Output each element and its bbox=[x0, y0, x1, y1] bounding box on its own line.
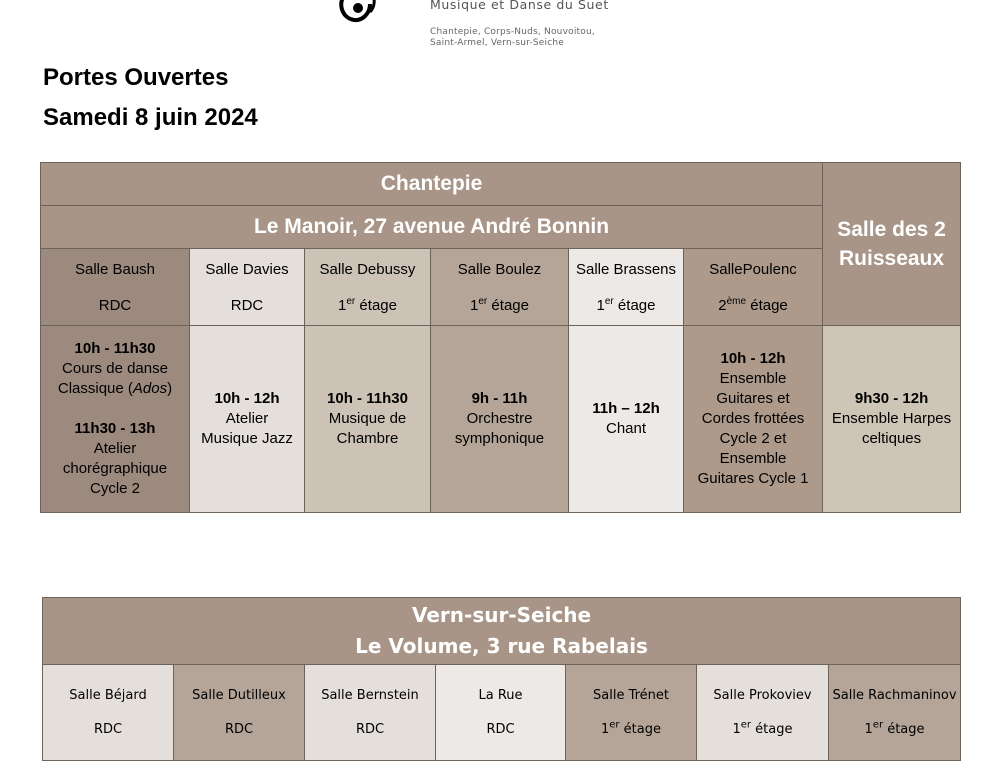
room-brassens: Salle Brassens 1er étage bbox=[569, 249, 684, 326]
chantepie-town-header: Chantepie bbox=[41, 163, 823, 206]
vern-schedule-table bbox=[42, 597, 961, 761]
vern-address: Le Volume, 3 rue Rabelais bbox=[355, 634, 648, 658]
event-date: Samedi 8 juin 2024 bbox=[43, 104, 258, 131]
org-towns: Chantepie, Corps-Nuds, Nouvoitou, Saint-Armel, Vern-sur-Seiche bbox=[430, 27, 595, 48]
org-subtitle: Musique et Danse du Suet bbox=[430, 0, 609, 12]
chantepie-address-header: Le Manoir, 27 avenue André Bonnin bbox=[41, 206, 823, 249]
room-bernstein: Salle Bernstein RDC bbox=[305, 665, 436, 761]
session-poulenc: 10h - 12h Ensemble Guitares et Cordes frottées Cycle 2 et Ensemble Guitares Cycle 1 bbox=[684, 326, 823, 513]
chantepie-schedule-table bbox=[40, 162, 961, 513]
room-dutilleux: Salle Dutilleux RDC bbox=[174, 665, 305, 761]
session-davies: 10h - 12h Atelier Musique Jazz bbox=[190, 326, 305, 513]
session-ruisseaux: 9h30 - 12h Ensemble Harpes celtiques bbox=[823, 326, 961, 513]
room-la-rue: La Rue RDC bbox=[436, 665, 566, 761]
room-debussy: Salle Debussy 1er étage bbox=[305, 249, 431, 326]
room-poulenc: SallePoulenc 2ème étage bbox=[684, 249, 823, 326]
room-rachmaninov: Salle Rachmaninov 1er étage bbox=[829, 665, 961, 761]
session-baush: 10h - 11h30 Cours de danse Classique (Ados) 11h30 - 13h Atelier chorégraphique Cycle 2 bbox=[41, 326, 190, 513]
room-prokoviev: Salle Prokoviev 1er étage bbox=[697, 665, 829, 761]
room-davies: Salle Davies RDC bbox=[190, 249, 305, 326]
page-title bbox=[43, 58, 258, 138]
event-title: Portes Ouvertes bbox=[43, 64, 229, 91]
music-logo-icon bbox=[336, 0, 386, 24]
room-trenet: Salle Trénet 1er étage bbox=[566, 665, 697, 761]
session-brassens: 11h – 12h Chant bbox=[569, 326, 684, 513]
vern-town: Vern-sur-Seiche bbox=[411, 603, 592, 627]
room-boulez: Salle Boulez 1er étage bbox=[431, 249, 569, 326]
salle-2-ruisseaux-header: Salle des 2 Ruisseaux bbox=[823, 163, 961, 326]
session-debussy: 10h - 11h30 Musique de Chambre bbox=[305, 326, 431, 513]
logo bbox=[330, 0, 630, 50]
vern-header bbox=[43, 598, 961, 665]
session-boulez: 9h - 11h Orchestre symphonique bbox=[431, 326, 569, 513]
room-bejard: Salle Béjard RDC bbox=[43, 665, 174, 761]
room-baush: Salle Baush RDC bbox=[41, 249, 190, 326]
